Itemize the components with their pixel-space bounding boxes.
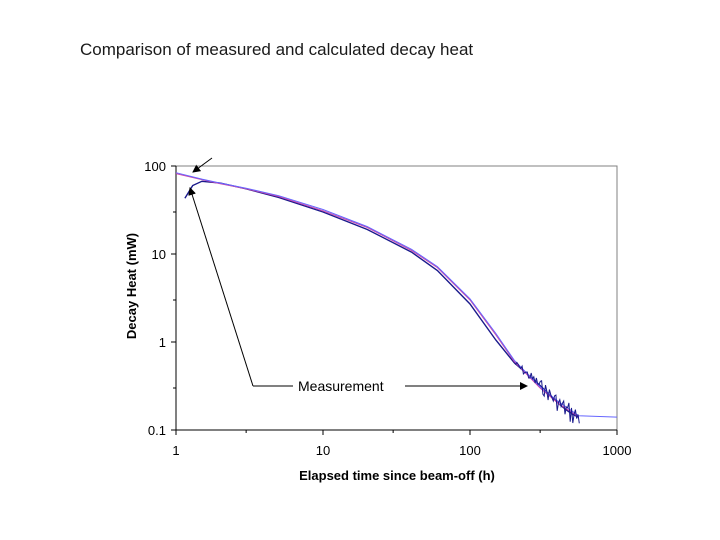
y-tick-label: 100 (144, 159, 166, 174)
y-tick-label: 0.1 (147, 423, 166, 438)
series-layer (176, 173, 617, 424)
axes-layer (144, 159, 631, 458)
annotation-arrow-left (190, 188, 253, 386)
x-tick-label: 10 (315, 443, 331, 458)
annotation-layer (124, 158, 527, 483)
annotation-measurement-label: Measurement (298, 378, 384, 394)
x-tick-label: 100 (459, 443, 481, 458)
y-tick-label: 10 (151, 247, 166, 262)
series-line-calculated-2 (176, 173, 617, 417)
slide-title: Comparison of measured and calculated decay heat (80, 40, 474, 59)
x-tick-label: 1000 (602, 443, 632, 458)
y-tick-label: 1 (158, 335, 166, 350)
x-tick-label: 1 (172, 443, 180, 458)
x-axis-title: Elapsed time since beam-off (h) (299, 468, 495, 483)
y-axis-title: Decay Heat (mW) (124, 232, 139, 340)
annotation-arrow-top (193, 158, 212, 172)
plot-frame (176, 166, 617, 430)
